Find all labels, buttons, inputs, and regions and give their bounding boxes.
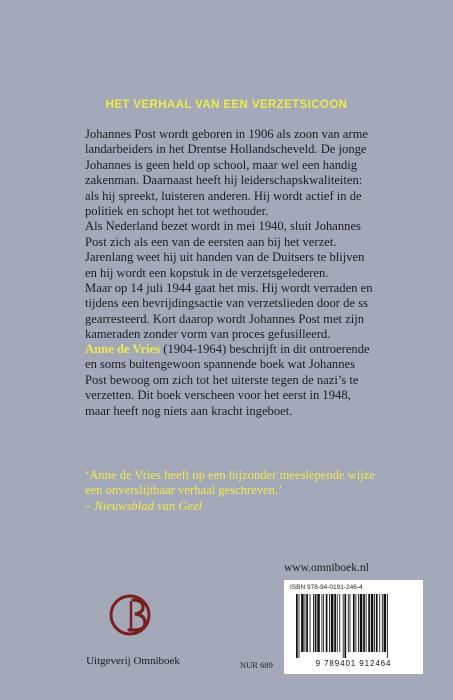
author-paragraph	[85, 342, 375, 419]
publisher-website[interactable]: www.omniboek.nl	[284, 562, 369, 574]
author-name: Anne de Vries	[85, 342, 161, 356]
nur-code: NUR 689	[240, 660, 273, 670]
barcode-icon	[288, 594, 419, 658]
summary-paragraph	[85, 127, 375, 343]
section-heading: HET VERHAAL VAN EEN VERZETSICOON	[105, 99, 348, 111]
barcode-digits: 9 789401 912464	[315, 659, 392, 668]
summary-line-2: Als Nederland bezet wordt in mei 1940, sluit Johannes Post zich als een van de eersten aan bij het verzet. Jarenlang weet hij uit handen van de Duitsers te blijven en hij wordt een kopstuk in de verzetsgelederen.	[85, 219, 365, 280]
isbn-label: ISBN 978-94-0191-246-4	[290, 584, 363, 591]
author-bio: (1904-1964) beschrijft in dit ontroerende en soms buitengewoon spannende boek wat Johannes Post bewoog om zich tot het uiterste tegen de nazi’s te verzetten. Dit boek verscheen voor het eerst in 1948, maar heeft nog niets aan kracht ingeboet.	[85, 342, 370, 418]
publisher-logo-icon	[107, 582, 159, 648]
quote-source: – Nieuwsblad van Geel	[85, 498, 203, 513]
summary-line-1: Johannes Post wordt geboren in 1906 als zoon van arme landarbeiders in het Drentse Hollandscheveld. De jonge Johannes is geen held op school, maar wel een handig zakenman. Daarnaast heeft hij leiderschapskwaliteiten: als hij spreekt, luisteren anderen. Hij wordt actief in de politiek en schopt het tot wethouder.	[85, 127, 368, 219]
quote-text: ‘Anne de Vries heeft op een bijzonder meeslepende wijze een onverslijtbaar verhaal geschreven.’	[85, 468, 375, 498]
publisher-name: Uitgeverij Omniboek	[86, 655, 180, 667]
review-quote	[85, 468, 375, 514]
summary-line-3: Maar op 14 juli 1944 gaat het mis. Hij wordt verraden en tijdens een bevrijdingsactie van verzetslieden door de ss gearresteerd. Kort daarop wordt Johannes Post met zijn kameraden zonder vorm van proces gefusilleerd.	[85, 281, 373, 342]
barcode-panel	[284, 580, 423, 674]
